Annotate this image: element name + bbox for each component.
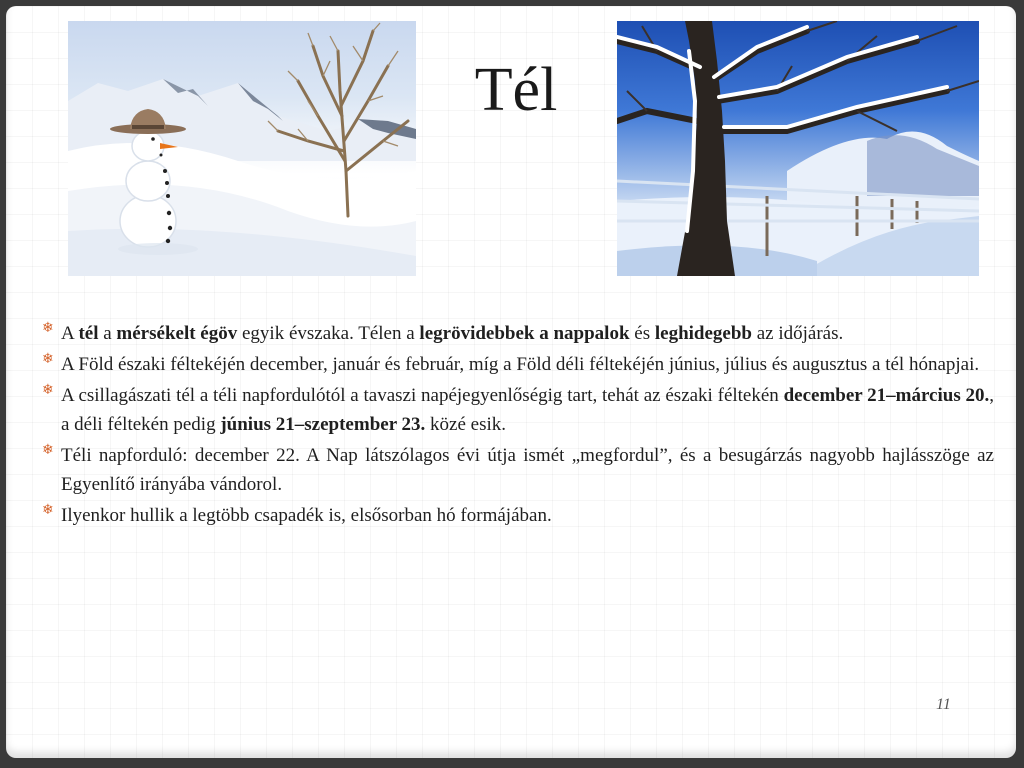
bullet-text: egyik évszaka. Télen a xyxy=(237,323,420,344)
bullet-text: A xyxy=(61,323,79,344)
bullet-item xyxy=(42,350,994,379)
bullet-text: közé esik. xyxy=(425,414,507,435)
snowflake-icon: ❄ xyxy=(42,383,54,398)
bullet-text: a xyxy=(98,323,117,344)
bullet-bold-text: június 21–szeptember 23. xyxy=(220,414,426,435)
bullet-bold-text: leghidegebb xyxy=(654,323,752,344)
bullet-bold-text: legrövidebbek a nappalok xyxy=(419,323,630,344)
bullet-bold-text: tél xyxy=(78,323,99,344)
bullet-bold-text: mérsékelt égöv xyxy=(116,323,238,344)
snowflake-icon: ❄ xyxy=(42,503,54,518)
slide-title: Tél xyxy=(474,56,558,124)
bullet-item xyxy=(42,381,994,439)
snowman-photo xyxy=(68,21,416,276)
bullet-item xyxy=(42,319,994,348)
snowflake-icon: ❄ xyxy=(42,321,54,336)
bullet-text: A Föld északi féltekéjén december, január és február, míg a Föld déli féltekéjén június, július és augusztus a tél hónapjai. xyxy=(61,354,980,375)
bullet-item xyxy=(42,441,994,499)
bullet-list xyxy=(42,319,994,532)
snowy-tree-fence-photo xyxy=(617,21,979,276)
bullet-text: Téli napforduló: december 22. A Nap látszólagos évi útja ismét „megfordul”, és a besugárzás nagyobb hajlásszöge az Egyenlítő irányába vándorol. xyxy=(61,445,994,495)
bullet-text: az időjárás. xyxy=(751,323,844,344)
slide xyxy=(6,6,1016,758)
page-number: 11 xyxy=(936,696,951,713)
bullet-text: A csillagászati tél a téli napfordulótól a tavaszi napéjegyenlőségig tart, tehát az északi féltekén xyxy=(61,385,784,406)
snowflake-icon: ❄ xyxy=(42,352,54,367)
bullet-text: és xyxy=(629,323,655,344)
snowflake-icon: ❄ xyxy=(42,443,54,458)
tree-icon xyxy=(617,21,979,276)
bullet-text: , a déli féltekén pedig xyxy=(61,385,994,435)
snowman-icon xyxy=(68,21,416,276)
bullet-bold-text: december 21–március 20. xyxy=(783,385,990,406)
bullet-item xyxy=(42,501,994,530)
bullet-text: Ilyenkor hullik a legtöbb csapadék is, elsősorban hó formájában. xyxy=(61,505,552,526)
